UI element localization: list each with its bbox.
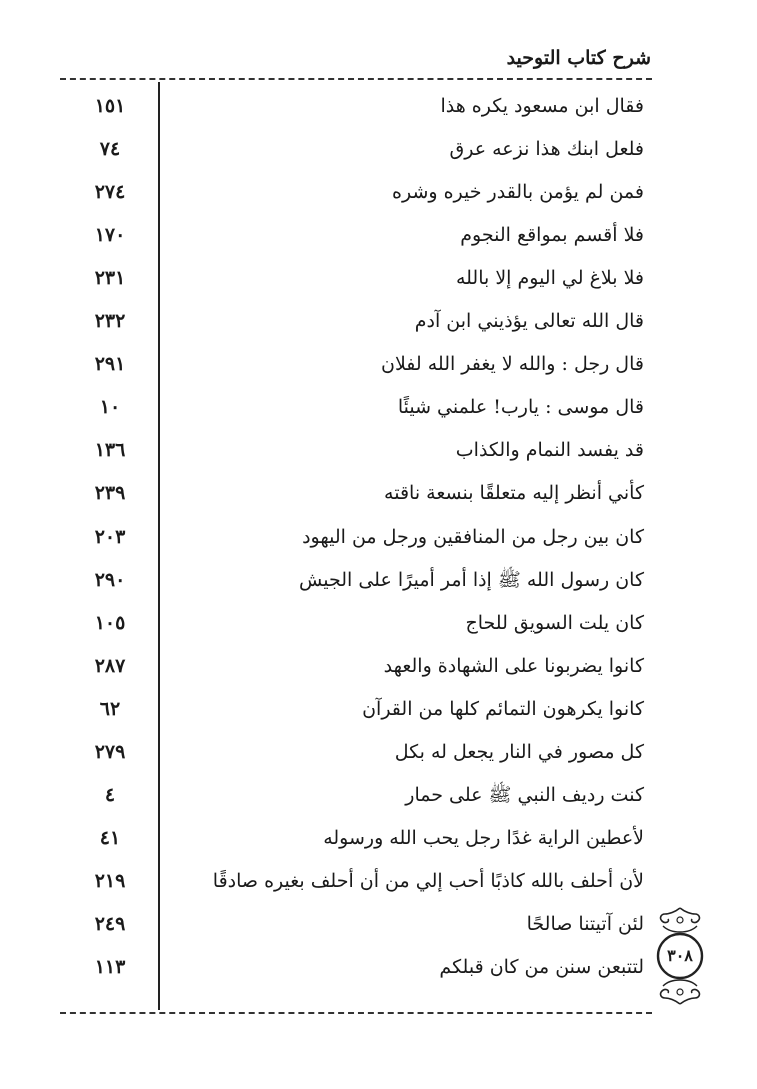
page-header-title: شرح كتاب التوحيد [506,47,651,69]
index-row [60,301,650,345]
index-entry-text: فلعل ابنك هذا نزعه عرق [449,138,644,161]
index-entry-text: فلا أقسم بمواقع النجوم [460,224,644,247]
index-entry-page: ١٠٥ [94,611,126,634]
index-entry-page: ١١٣ [94,956,126,978]
index-row [60,215,650,259]
index-row [60,344,650,388]
index-entry-page: ٢٨٧ [94,654,126,677]
index-row [60,258,650,302]
index-entry-page: ١٠ [99,396,121,419]
index-row [60,172,650,216]
index-entry-text: كان بين رجل من المنافقين ورجل من اليهود [302,525,644,548]
index-entry-text: قال الله تعالى يؤذيني ابن آدم [414,310,644,333]
index-entry-text: كأني أنظر إليه متعلقًا بنسعة ناقته [384,482,644,505]
index-entry-text: قد يفسد النمام والكذاب [455,439,644,462]
index-entry-text: كان رسول الله ﷺ إذا أمر أميرًا على الجيش [299,568,644,591]
index-entry-page: ٢١٩ [94,869,126,892]
index-row [60,947,650,991]
index-entry-page: ٧٤ [99,138,121,161]
index-entry-text: كنت رديف النبي ﷺ على حمار [405,783,644,806]
index-entry-text: قال موسى : يارب! علمني شيئًا [397,396,644,419]
index-entry-text: كل مصور في النار يجعل له بكل [394,740,644,763]
page-number-ornament [653,906,707,1006]
index-row [60,560,650,604]
index-entry-page: ١٧٠ [94,224,126,247]
index-entry-text: لأعطين الراية غدًا رجل يحب الله ورسوله [323,826,644,849]
index-entry-page: ٢٠٣ [94,525,126,548]
index-row [60,904,650,948]
index-row [60,732,650,776]
index-entry-page: ٢٩٠ [94,568,126,591]
page-number: ٣٠٨ [667,946,693,965]
index-entry-text: فقال ابن مسعود يكره هذا [440,95,644,117]
index-entry-text: فمن لم يؤمن بالقدر خيره وشره [392,181,644,204]
header-divider [60,78,652,80]
index-entry-page: ٤ [104,783,116,806]
index-entry-text: لئن آتيتنا صالحًا [526,912,644,935]
index-row [60,387,650,431]
index-row [60,689,650,733]
footer-divider [60,1012,652,1014]
index-entry-text: قال رجل : والله لا يغفر الله لفلان [380,353,644,376]
index-row [60,517,650,561]
index-row [60,430,650,474]
index-entry-page: ٤١ [99,826,121,849]
index-entry-text: لتتبعن سنن من كان قبلكم [439,956,644,978]
index-entry-page: ٦٢ [99,697,121,720]
index-entry-page: ٢٧٤ [94,181,126,204]
index-entry-text: كانوا يكرهون التمائم كلها من القرآن [362,697,644,720]
index-row [60,603,650,647]
index-entry-text: كانوا يضربونا على الشهادة والعهد [383,654,644,677]
index-entry-page: ١٥١ [94,95,126,117]
index-row [60,861,650,905]
index-entry-page: ٢٩١ [94,353,126,376]
index-row [60,646,650,690]
index-row [60,86,650,130]
index-entry-page: ٢٣٩ [94,482,126,505]
index-entry-text: لأن أحلف بالله كاذبًا أحب إلي من أن أحلف بغيره صادقًا [212,869,644,892]
index-entry-page: ٢٧٩ [94,740,126,763]
index-entry-text: كان يلت السويق للحاج [465,611,644,634]
index-entry-page: ٢٣٢ [94,310,126,333]
index-row [60,818,650,862]
index-entry-page: ٢٤٩ [94,912,126,935]
index-entry-text: فلا بلاغ لي اليوم إلا بالله [455,267,644,290]
index-entry-page: ١٣٦ [94,439,126,462]
index-row [60,473,650,517]
index-row [60,775,650,819]
index-entry-page: ٢٣١ [94,267,126,290]
index-row [60,129,650,173]
